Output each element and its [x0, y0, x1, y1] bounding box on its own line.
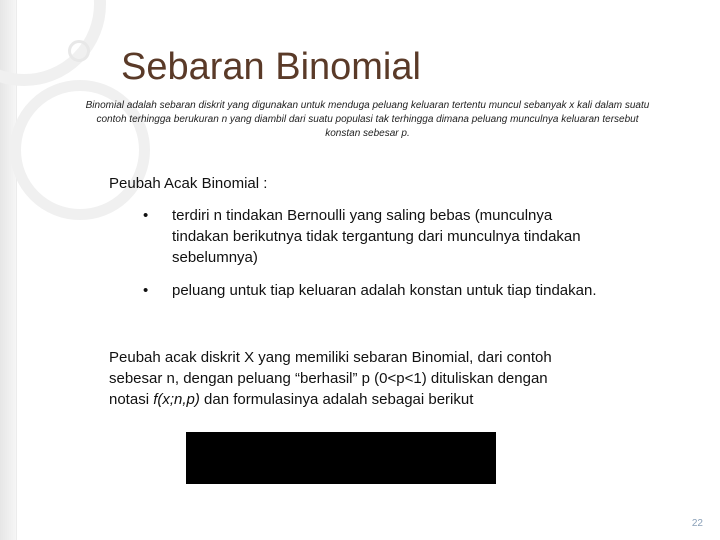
- paragraph-text-end: dan formulasinya adalah sebagai berikut: [199, 391, 474, 408]
- bullet-item: [140, 280, 610, 301]
- slide-title: Sebaran Binomial: [121, 46, 421, 88]
- page-number: 22: [691, 518, 703, 529]
- bullet-icon: •: [143, 282, 149, 299]
- bullet-list: [140, 205, 610, 301]
- formula-image-placeholder: [186, 432, 496, 484]
- section-heading: Peubah Acak Binomial :: [109, 175, 268, 192]
- bullet-item: [140, 205, 610, 268]
- bullet-icon: •: [143, 207, 149, 224]
- notation-text: f(x;n,p): [153, 391, 200, 408]
- paragraph-text-start: Peubah acak diskrit X yang memiliki sebaran Binomial, dari contoh sebesar n, dengan peluang “berhasil” p (0<p<1) dituliskan dengan notasi: [109, 349, 552, 408]
- bullet-text: peluang untuk tiap keluaran adalah konstan untuk tiap tindakan.: [172, 282, 597, 299]
- decorative-ring-top: [0, 0, 106, 86]
- intro-text: Binomial adalah sebaran diskrit yang digunakan untuk menduga peluang keluaran tertentu muncul sebanyak x kali dalam suatu contoh terhingga berukuran n yang diambil dari suatu populasi tak terhingga dimana peluang munculnya keluaran tersebut konstan sebesar p.: [85, 100, 650, 139]
- definition-paragraph: [109, 347, 589, 410]
- decorative-small-circle: [68, 40, 90, 62]
- bullet-text: terdiri n tindakan Bernoulli yang saling bebas (munculnya tindakan berikutnya tidak tergantung dari munculnya tindakan sebelumnya): [172, 207, 581, 266]
